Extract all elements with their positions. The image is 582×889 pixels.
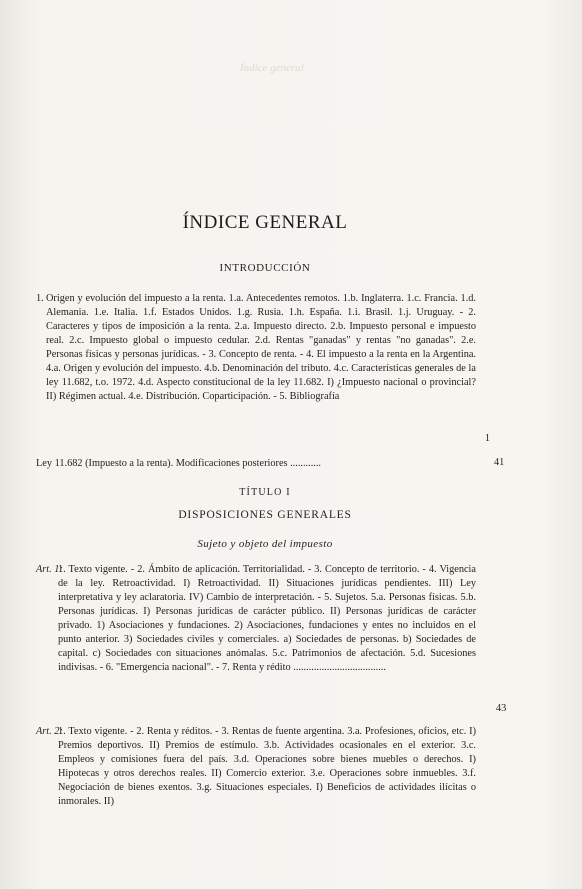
entry-page-number: 43 [496, 703, 507, 714]
bleed-through-header: Índice general [240, 62, 304, 74]
entry-number: 1. [36, 293, 44, 304]
section-heading-disposiciones: DISPOSICIONES GENERALES [178, 509, 352, 521]
toc-entry-art-2 [36, 725, 476, 809]
entry-text: Origen y evolución del impuesto a la renta. 1.a. Antecedentes remotos. 1.b. Inglaterra. 1.c. Francia. 1.d. Alemania. 1.e. Italia. 1.f. Estados Unidos. 1.g. Rusia. 1.h. España. 1.i. Brasil. 1.j. Uruguay. - 2. Caracteres y tipos de imposición a la renta. 2.a. Impuesto directo. 2.b. Impuesto personal e impuesto real. 2.c. Impuesto global o impuesto cedular. 2.d. Rentas "ganadas" y rentas "no ganadas". 2.e. Personas físicas y personas jurídicas. - 3. Concepto de renta. - 4. El impuesto a la renta en la Argentina. 4.a. Origen y evolución del impuesto. 4.b. Denominación del tributo. 4.c. Características generales de la ley 11.682, t.o. 1972. 4.d. Aspecto constitucional de la ley 11.682. I) ¿Impuesto nacional o provincial? II) Régimen actual. 4.e. Distribución. Coparticipación. - 5. Bibliografía [46, 293, 476, 402]
toc-entry-ley: Ley 11.682 (Impuesto a la renta). Modificaciones posteriores ............ [36, 458, 321, 469]
subsection-heading: Sujeto y objeto del impuesto [197, 538, 333, 550]
toc-entry-1 [36, 292, 490, 444]
article-label: Art. 1: [36, 564, 63, 575]
page-title: ÍNDICE GENERAL [182, 212, 348, 233]
entry-page-number: 41 [494, 457, 505, 468]
article-text: 1. Texto vigente. - 2. Renta y réditos. - 3. Rentas de fuente argentina. 3.a. Profesiones, oficios, etc. I) Premios deportivos. II) Premios de estímulo. 3.b. Actividades ocasionales en el exterior. 3.c. Empleos y comisiones fuera del país. 3.d. Operaciones sobre bienes muebles o derechos. I) Hipotecas y otros derechos reales. II) Comercio exterior. 3.e. Operaciones sobre inmuebles. 3.f. Negociación de bienes exentos. 3.g. Situaciones especiales. I) Beneficios de actividades ilícitas o inmorales. II) [58, 726, 476, 807]
title-heading: TÍTULO I [239, 487, 291, 498]
toc-entry-art-1 [36, 563, 476, 675]
article-label: Art. 2: [36, 726, 63, 737]
article-text: 1. Texto vigente. - 2. Ámbito de aplicación. Territorialidad. - 3. Concepto de territorio. - 4. Vigencia de la ley. Retroactividad. I) Retroactividad. II) Situaciones jurídicas pendientes. III) Ley interpretativa y ley aclaratoria. IV) Cambio de interpretación. - 5. Sujetos. 5.a. Personas físicas. 5.b. Personas jurídicas. I) Personas jurídicas de carácter público. II) Personas jurídicas de carácter privado. 1) Asociaciones y fundaciones. 2) Asociaciones, fundaciones y entes no incluidos en el punto anterior. 3) Sociedades civiles y comerciales. a) Sociedades de personas. b) Sociedades de capital. c) Sociedades con situaciones anómalas. 5.c. Patrimonios de afectación. 5.d. Sucesiones indivisas. - 6. "Emergencia nacional". - 7. Renta y rédito .................................... [58, 564, 476, 673]
entry-page-number: 1 [484, 433, 490, 444]
section-heading-introduccion: INTRODUCCIÓN [219, 262, 311, 274]
